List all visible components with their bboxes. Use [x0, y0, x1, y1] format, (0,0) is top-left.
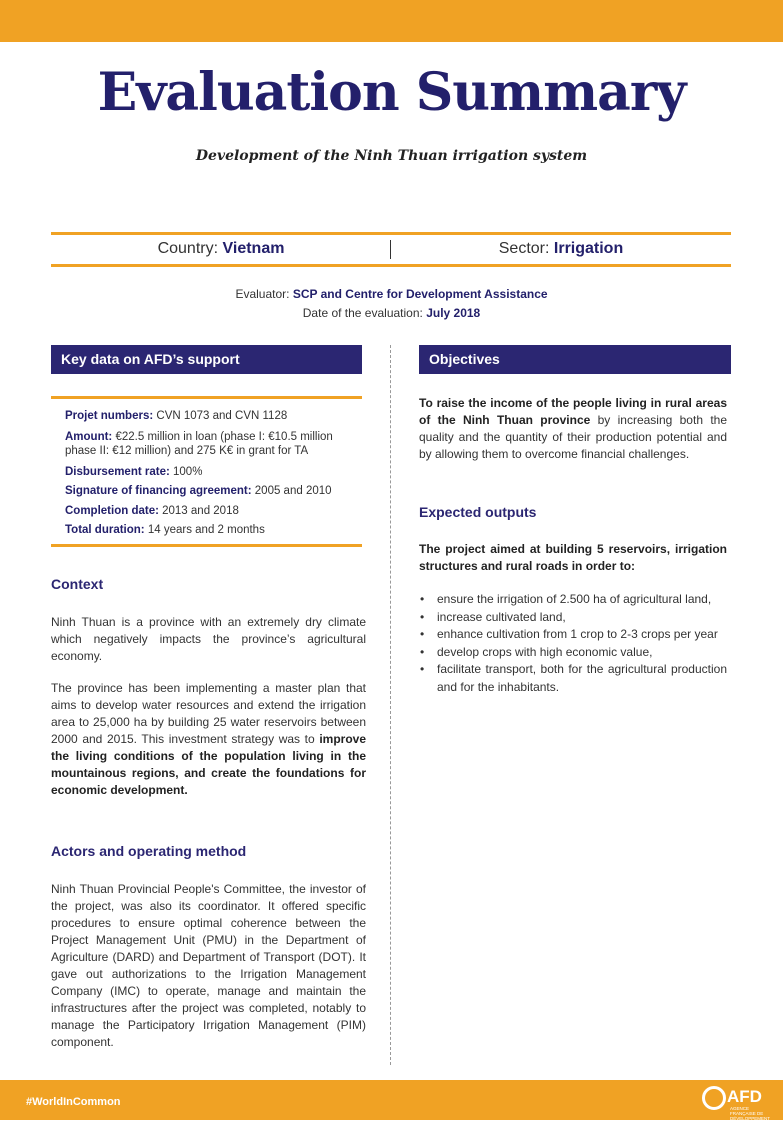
key-data-bottom-rule — [51, 544, 362, 547]
key-data-top-rule — [51, 396, 362, 399]
column-divider — [390, 345, 391, 1065]
key-item-disbursement: Disbursement rate: 100% — [65, 465, 203, 478]
page-subtitle: Development of the Ninh Thuan irrigation system — [195, 148, 588, 164]
list-item: • ensure the irrigation of 2.500 ha of agricultural land, — [419, 591, 727, 609]
context-section — [51, 576, 366, 799]
objectives-highlight: To raise the income of the people living in rural areas of the Ninh Thuan province — [419, 396, 727, 427]
actors-heading: Actors and operating method — [51, 843, 247, 859]
divider-top — [51, 232, 731, 235]
country-value: Vietnam — [222, 240, 285, 257]
expected-outputs-heading: Expected outputs — [419, 504, 537, 520]
sector-field: Sector: Irrigation — [498, 240, 624, 257]
divider-bottom — [51, 264, 731, 267]
hashtag-label: #WorldInCommon — [26, 1096, 121, 1108]
key-item-signature: Signature of financing agreement: 2005 and 2010 — [65, 485, 332, 497]
context-paragraph-2: The province has been implementing a master plan that aims to develop water resources and extend the irrigation area to 25,000 ha by building 25 water reservoirs between 2000 and 2015. This investment strategy was to improve the living conditions of the population living in the mountainous regions, and create the foundations for economic development. — [51, 681, 366, 797]
expected-outputs-intro: The project aimed at building 5 reservoirs, irrigation structures and rural roads in order to: — [419, 542, 727, 573]
country-sector-row — [51, 236, 731, 262]
key-item-amount: Amount: €22.5 million in loan (phase I: €10.5 million phase II: €12 million) and 275 K€ in grant for TA — [65, 430, 333, 457]
context-paragraph-1: Ninh Thuan is a province with an extremely dry climate which negatively impacts the province’s agricultural economy. — [51, 615, 366, 663]
list-item: • enhance cultivation from 1 crop to 2-3 crops per year — [419, 626, 727, 644]
logo-subtext: AGENCE FRANÇAISE DE DÉVELOPPEMENT — [730, 1106, 771, 1121]
key-item-project-numbers: Projet numbers: CVN 1073 and CVN 1128 — [65, 410, 288, 422]
actors-section — [51, 843, 366, 1051]
context-highlight: improve the living conditions of the population living in the mountainous regions, and create the foundations for economic development. — [51, 732, 366, 797]
actors-paragraph: Ninh Thuan Provincial People's Committee, the investor of the project, was also its coordinator. It offered specific procedures to ensure optimal coherence between the Project Management Unit (PMU) in the Department of Agriculture (DARD) and Department of Transport (DOT). It gave out authorizations to the Irrigation Management Company (IMC) to operate, manage and maintain the infrastructures after the project was completed, notably to manage the Participatory Irrigation Management (PIM) component. — [51, 882, 366, 1049]
top-banner — [0, 0, 783, 42]
afd-logo — [702, 1086, 772, 1121]
country-field: Country: Vietnam — [157, 240, 285, 257]
sector-value: Irrigation — [553, 240, 624, 257]
key-item-duration: Total duration: 14 years and 2 months — [65, 524, 265, 536]
expected-outputs-list — [419, 591, 727, 696]
evaluator-line: Evaluator: SCP and Centre for Development Assistance — [235, 287, 548, 301]
list-item: • facilitate transport, both for the agricultural production and for the inhabitants. — [419, 661, 727, 696]
logo-ring-icon — [702, 1086, 726, 1110]
objectives-header: Objectives — [419, 345, 731, 374]
list-item: • increase cultivated land, — [419, 609, 727, 627]
key-data-list — [65, 409, 355, 542]
list-item: • develop crops with high economic value, — [419, 644, 727, 662]
objectives-paragraph: To raise the income of the people living in rural areas of the Ninh Thuan province by increasing both the quality and the quantity of their production potential and by allowing them to overcome financial challenges. — [419, 396, 727, 461]
evaluator-value: SCP and Centre for Development Assistance — [292, 287, 548, 301]
key-item-completion: Completion date: 2013 and 2018 — [65, 504, 239, 517]
key-data-header: Key data on AFD’s support — [51, 345, 362, 374]
evaluation-date-value: July 2018 — [426, 306, 481, 320]
logo-text: AFD — [727, 1087, 762, 1106]
context-heading: Context — [51, 576, 104, 592]
evaluation-date-line: Date of the evaluation: July 2018 — [302, 306, 481, 320]
page-title: Evaluation Summary — [97, 62, 686, 123]
